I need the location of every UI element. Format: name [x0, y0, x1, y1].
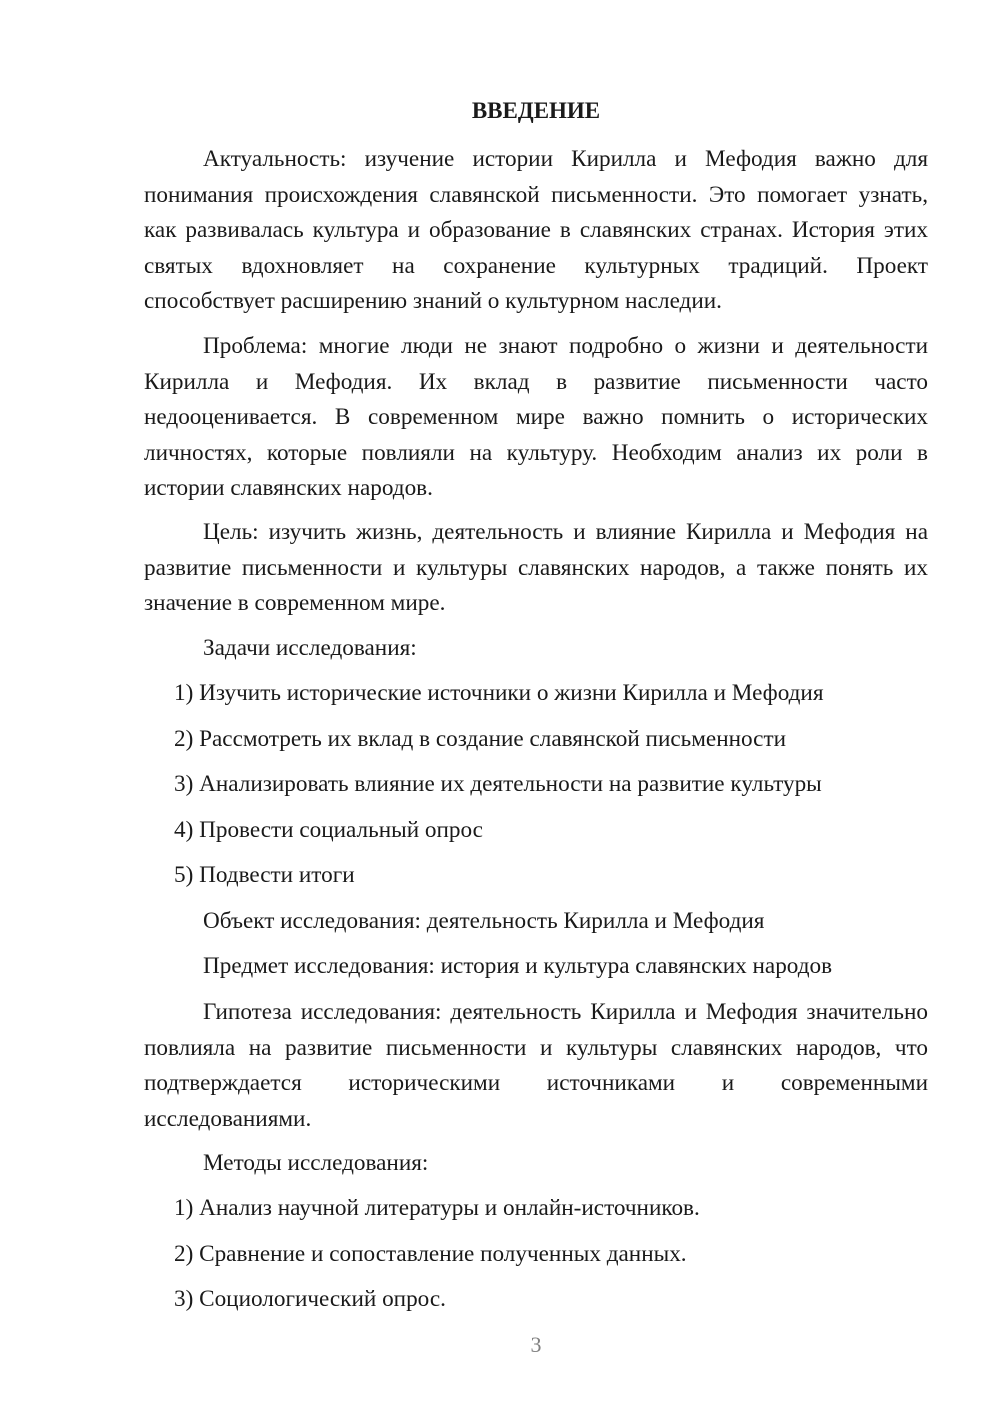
- subject-line: Предмет исследования: история и культура славянских народов: [203, 953, 833, 979]
- task-item: 4) Провести социальный опрос: [174, 817, 483, 843]
- task-item: 2) Рассмотреть их вклад в создание славянской письменности: [174, 726, 787, 752]
- task-item: 5) Подвести итоги: [174, 862, 355, 888]
- goal-paragraph: Цель: изучить жизнь, деятельность и влияние Кирилла и Мефодия на развитие письменности и культуры славянских народов, а также понять их значение в современном мире.: [144, 519, 928, 616]
- task-item: 3) Анализировать влияние их деятельности на развитие культуры: [174, 771, 822, 797]
- task-item: 1) Изучить исторические источники о жизни Кирилла и Мефодия: [174, 680, 824, 706]
- method-item: 3) Социологический опрос.: [174, 1286, 446, 1312]
- document-page: [144, 0, 928, 1414]
- problem-paragraph: Проблема: многие люди не знают подробно о жизни и деятельности Кирилла и Мефодия. Их вклад в развитие письменности часто недооценивается. В современном мире важно помнить о исторических личностях, которые повлияли на культуру. Необходим анализ их роли в истории славянских народов.: [144, 333, 928, 501]
- method-item: 1) Анализ научной литературы и онлайн-источников.: [174, 1195, 700, 1221]
- tasks-heading: Задачи исследования:: [203, 635, 417, 661]
- object-line: Объект исследования: деятельность Кирилла и Мефодия: [203, 908, 765, 934]
- page-number: 3: [530, 1332, 542, 1357]
- method-item: 2) Сравнение и сопоставление полученных данных.: [174, 1241, 687, 1267]
- actuality-paragraph: Актуальность: изучение истории Кирилла и Мефодия важно для понимания происхождения славянской письменности. Это помогает узнать, как развивалась культура и образование в славянских странах. История этих святых вдохновляет на сохранение культурных традиций. Проект способствует расширению знаний о культурном наследии.: [144, 146, 928, 314]
- hypothesis-paragraph: Гипотеза исследования: деятельность Кирилла и Мефодия значительно повлияла на развитие письменности и культуры славянских народов, что подтверждается историческими источниками и современными исследованиями.: [144, 999, 928, 1132]
- methods-heading: Методы исследования:: [203, 1150, 429, 1176]
- page-title: ВВЕДЕНИЕ: [471, 98, 601, 123]
